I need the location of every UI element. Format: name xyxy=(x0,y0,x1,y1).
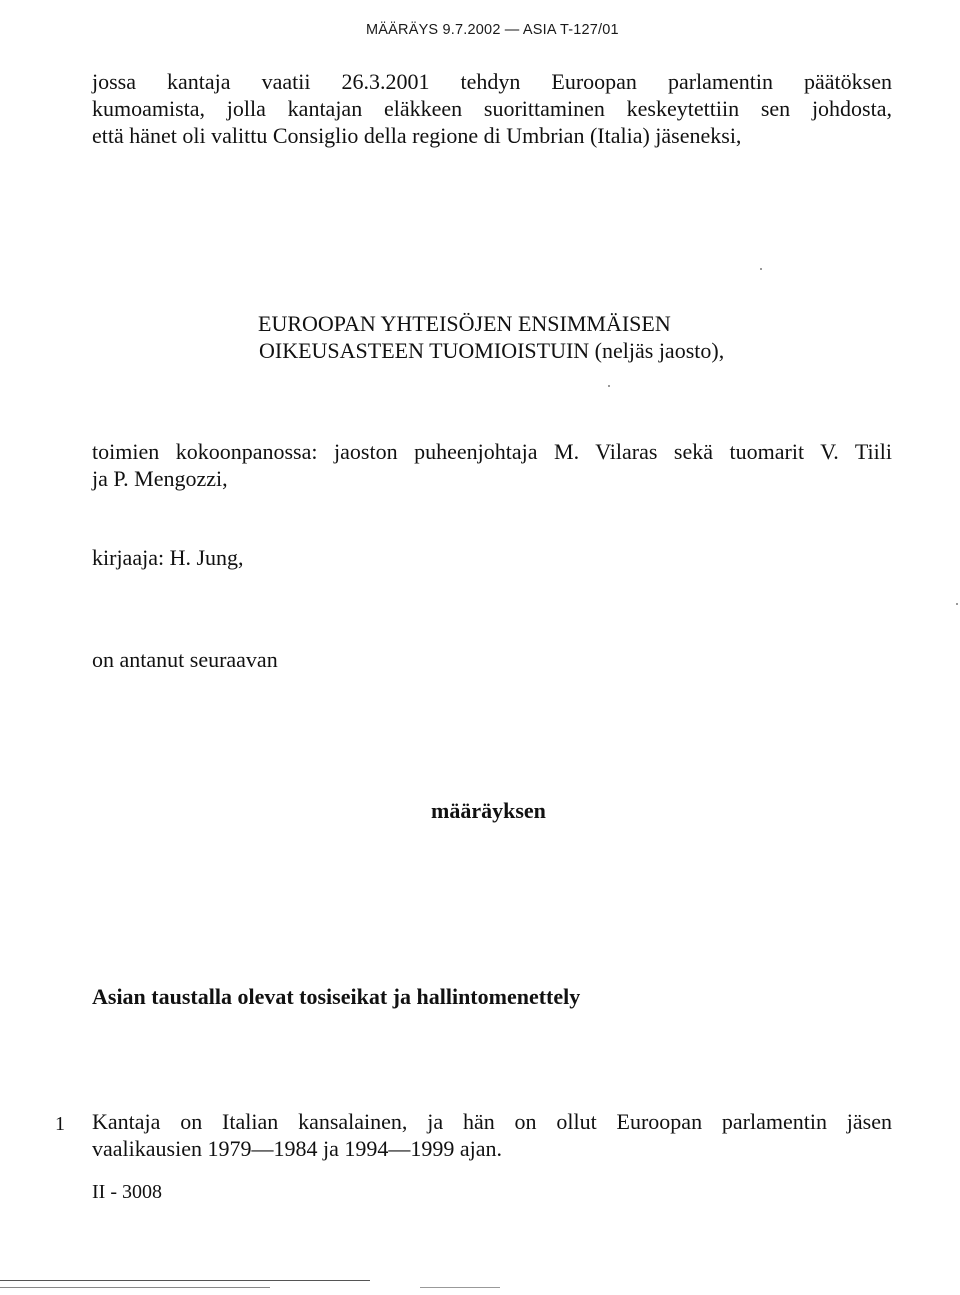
intro-paragraph xyxy=(92,68,892,149)
composition-line: ja P. Mengozzi, xyxy=(92,466,228,491)
delivered-line: on antanut seuraavan xyxy=(92,647,278,672)
scan-speck xyxy=(760,268,762,270)
paragraph-1 xyxy=(92,1108,892,1162)
composition-paragraph xyxy=(92,438,892,492)
order-title: määräyksen xyxy=(431,798,546,823)
intro-line: että hänet oli valittu Consiglio della regione di Umbrian (Italia) jäseneksi, xyxy=(92,123,742,148)
composition-line: toimien kokoonpanossa: jaoston puheenjohtaja M. Vilaras sekä tuomarit V. Tiili xyxy=(92,439,892,464)
paragraph-1-line: vaalikausien 1979—1984 ja 1994—1999 ajan. xyxy=(92,1136,502,1161)
section-heading: Asian taustalla olevat tosiseikat ja hallintomenettely xyxy=(92,984,581,1009)
intro-line: jossa kantaja vaatii 26.3.2001 tehdyn Euroopan parlamentin päätöksen xyxy=(92,69,892,94)
page-number: II - 3008 xyxy=(92,1181,162,1203)
court-name-line-2: OIKEUSASTEEN TUOMIOISTUIN (neljäs jaosto), xyxy=(259,338,725,363)
scan-edge-rule xyxy=(420,1287,500,1288)
running-header: MÄÄRÄYS 9.7.2002 — ASIA T-127/01 xyxy=(366,22,619,38)
intro-line: kumoamista, jolla kantajan eläkkeen suorittaminen keskeytettiin sen johdosta, xyxy=(92,96,892,121)
scan-speck xyxy=(956,603,958,605)
paragraph-1-line: Kantaja on Italian kansalainen, ja hän on ollut Euroopan parlamentin jäsen xyxy=(92,1109,892,1134)
scan-speck xyxy=(608,385,610,387)
registrar-line: kirjaaja: H. Jung, xyxy=(92,545,244,570)
scan-edge-rule xyxy=(0,1280,370,1281)
scan-edge-rule xyxy=(0,1287,270,1288)
court-name-line-1: EUROOPAN YHTEISÖJEN ENSIMMÄISEN xyxy=(258,311,671,336)
paragraph-number: 1 xyxy=(55,1113,65,1135)
